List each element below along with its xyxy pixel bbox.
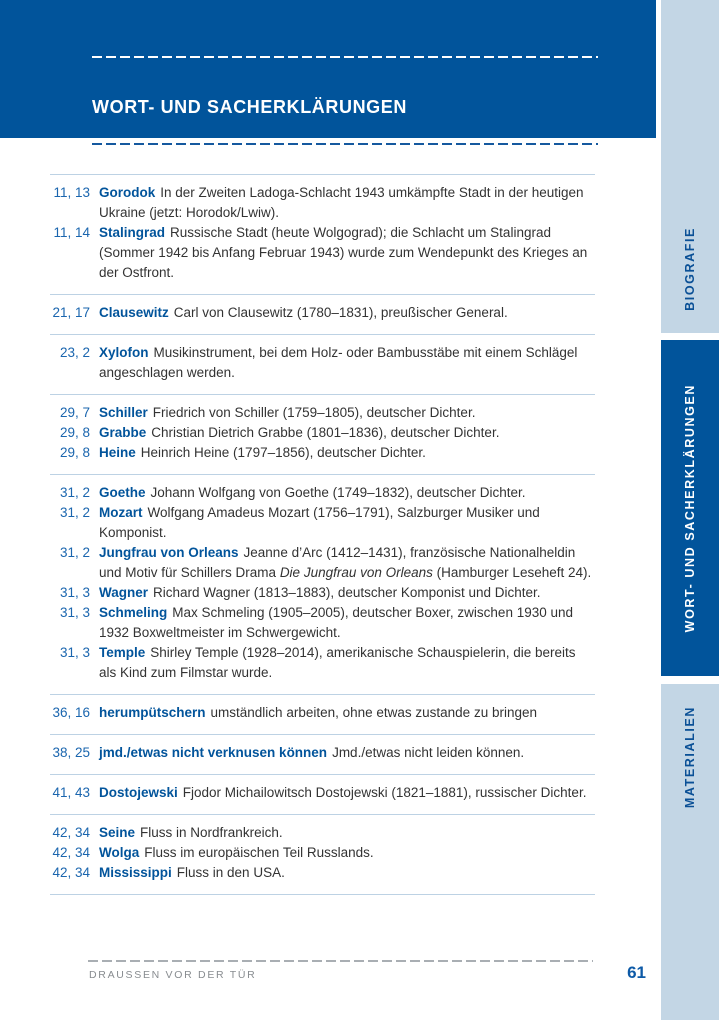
entry-text: [99, 343, 595, 383]
entry-term: jmd./etwas nicht verknusen können: [99, 745, 328, 760]
entry-page-line-ref: 42, 34: [52, 865, 90, 880]
entry-definition: Max Schmeling (1905–2005), deutscher Boxer, zwischen 1930 und 1932 Boxweltmeister im Schwergewicht.: [99, 605, 574, 640]
entry-page-line-ref: 23, 2: [59, 345, 90, 360]
entry-term: Temple: [99, 645, 146, 660]
entry-term: Stalingrad: [99, 225, 166, 240]
glossary-group: [50, 474, 595, 694]
entry-definition: Jmd./etwas nicht leiden können.: [332, 745, 525, 760]
entry-term: Wagner: [99, 585, 149, 600]
entry-definition: Fluss in den USA.: [176, 865, 285, 880]
entry-text: [99, 503, 595, 543]
entry-page-line-ref: 29, 8: [59, 445, 90, 460]
entry-definition: Heinrich Heine (1797–1856), deutscher Dichter.: [140, 445, 426, 460]
header-dashed-rule: [92, 56, 598, 58]
glossary-entry: [50, 423, 595, 443]
entry-definition: Johann Wolfgang von Goethe (1749–1832), deutscher Dichter.: [150, 485, 526, 500]
glossary-entry: [50, 443, 595, 463]
entry-definition: (Hamburger Leseheft 24).: [432, 565, 592, 580]
entry-term: Heine: [99, 445, 136, 460]
page-number: 61: [627, 963, 646, 982]
entry-term: Wolga: [99, 845, 140, 860]
entry-term: Schiller: [99, 405, 148, 420]
glossary-entry: [50, 743, 595, 763]
section-tab-label: BIOGRAFIE: [683, 227, 697, 311]
glossary-entry: [50, 863, 595, 883]
entry-definition: Friedrich von Schiller (1759–1805), deutscher Dichter.: [152, 405, 476, 420]
entry-page-line-ref: 38, 25: [52, 745, 90, 760]
glossary-entry: [50, 223, 595, 283]
glossary-entry: [50, 543, 595, 583]
entry-definition-italic: Die Jungfrau von Orleans: [279, 565, 433, 580]
entry-term: Gorodok: [99, 185, 156, 200]
entry-text: [99, 303, 595, 323]
entry-definition: Musikinstrument, bei dem Holz- oder Bambusstäbe mit einem Schlägel angeschlagen werden.: [99, 345, 578, 380]
entry-text: [99, 743, 595, 763]
entry-page-line-ref: 31, 2: [59, 545, 90, 560]
entry-definition: Shirley Temple (1928–2014), amerikanische Schauspielerin, die bereits als Kind zum Filmstar wurde.: [99, 645, 576, 680]
glossary-entry: [50, 783, 595, 803]
entry-text: [99, 403, 595, 423]
section-tab-biografie: [661, 0, 719, 333]
entry-definition: Jeanne d’Arc (1412–1431), französische Nationalheldin und Motiv für Schillers Drama: [99, 545, 576, 580]
entry-text: [99, 543, 595, 583]
entry-definition: Fjodor Michailowitsch Dostojewski (1821–1881), russischer Dichter.: [182, 785, 587, 800]
entry-definition: Fluss im europäischen Teil Russlands.: [144, 845, 374, 860]
glossary-entry: [50, 343, 595, 383]
entry-page-line-ref: 29, 8: [59, 425, 90, 440]
entry-text: [99, 483, 595, 503]
entry-term: Xylofon: [99, 345, 149, 360]
entry-term: Jungfrau von Orleans: [99, 545, 239, 560]
entry-text: [99, 783, 595, 803]
entry-page-line-ref: 21, 17: [52, 305, 90, 320]
entry-definition: Christian Dietrich Grabbe (1801–1836), deutscher Dichter.: [151, 425, 500, 440]
footer-dashed-rule: [88, 960, 593, 962]
entry-term: Schmeling: [99, 605, 168, 620]
entry-definition: Carl von Clausewitz (1780–1831), preußischer General.: [173, 305, 508, 320]
entry-term: herumpütschern: [99, 705, 206, 720]
entry-page-line-ref: 31, 2: [59, 485, 90, 500]
glossary-group: [50, 394, 595, 474]
entry-definition: In der Zweiten Ladoga-Schlacht 1943 umkämpfte Stadt in der heutigen Ukraine (jetzt: Horodok/Lwiw).: [99, 185, 584, 220]
glossary-entry: [50, 483, 595, 503]
entry-term: Mozart: [99, 505, 143, 520]
entry-definition: umständlich arbeiten, ohne etwas zustande zu bringen: [210, 705, 537, 720]
entry-page-line-ref: 11, 13: [53, 185, 90, 200]
glossary-entry: [50, 643, 595, 683]
glossary-entry: [50, 843, 595, 863]
entry-term: Grabbe: [99, 425, 147, 440]
entry-page-line-ref: 36, 16: [52, 705, 90, 720]
entry-text: [99, 703, 595, 723]
glossary-entry: [50, 583, 595, 603]
section-tab-label: WORT- UND SACHERKLÄRUNGEN: [683, 383, 697, 633]
entry-text: [99, 183, 595, 223]
glossary-entry: [50, 703, 595, 723]
entry-page-line-ref: 31, 3: [59, 605, 90, 620]
entry-definition: Richard Wagner (1813–1883), deutscher Komponist und Dichter.: [153, 585, 541, 600]
entry-definition: Russische Stadt (heute Wolgograd); die Schlacht um Stalingrad (Sommer 1942 bis Anfang Februar 1943) wurde zum Wendepunkt des Krieges an der Ostfront.: [99, 225, 588, 280]
entry-page-line-ref: 31, 3: [59, 585, 90, 600]
entry-text: [99, 843, 595, 863]
glossary-group: [50, 734, 595, 774]
glossary-group: [50, 174, 595, 294]
entry-text: [99, 863, 595, 883]
entry-text: [99, 643, 595, 683]
glossary-entry: [50, 183, 595, 223]
glossary-entry: [50, 823, 595, 843]
glossary-list: [50, 174, 595, 895]
glossary-entry: [50, 403, 595, 423]
entry-text: [99, 603, 595, 643]
entry-definition: Fluss in Nordfrankreich.: [140, 825, 283, 840]
section-tab-label: MATERIALIEN: [683, 706, 697, 809]
entry-page-line-ref: 29, 7: [59, 405, 90, 420]
entry-text: [99, 823, 595, 843]
entry-page-line-ref: 41, 43: [52, 785, 90, 800]
entry-page-line-ref: 42, 34: [52, 845, 90, 860]
glossary-group: [50, 334, 595, 394]
entry-page-line-ref: 31, 2: [59, 505, 90, 520]
entry-text: [99, 443, 595, 463]
glossary-entry: [50, 303, 595, 323]
entry-definition: Wolfgang Amadeus Mozart (1756–1791), Salzburger Musiker und Komponist.: [99, 505, 540, 540]
entry-page-line-ref: 11, 14: [53, 225, 90, 240]
entry-page-line-ref: 42, 34: [52, 825, 90, 840]
entry-page-line-ref: 31, 3: [59, 645, 90, 660]
entry-term: Dostojewski: [99, 785, 178, 800]
subheader-dashed-rule: [92, 143, 598, 145]
entry-term: Mississippi: [99, 865, 172, 880]
glossary-group: [50, 774, 595, 814]
entry-term: Clausewitz: [99, 305, 169, 320]
header-band: [0, 0, 656, 138]
footer-book-title: DRAUSSEN VOR DER TÜR: [89, 969, 257, 981]
glossary-entry: [50, 603, 595, 643]
entry-text: [99, 423, 595, 443]
section-tab-wort-und-sacherklaerungen: [661, 340, 719, 676]
section-tab-materialien: [661, 684, 719, 1020]
glossary-entry: [50, 503, 595, 543]
glossary-group: [50, 294, 595, 334]
glossary-group: [50, 694, 595, 734]
page-title: WORT- UND SACHERKLÄRUNGEN: [92, 97, 407, 117]
entry-text: [99, 223, 595, 283]
entry-term: Seine: [99, 825, 136, 840]
glossary-group: [50, 814, 595, 894]
entry-text: [99, 583, 595, 603]
entry-term: Goethe: [99, 485, 146, 500]
